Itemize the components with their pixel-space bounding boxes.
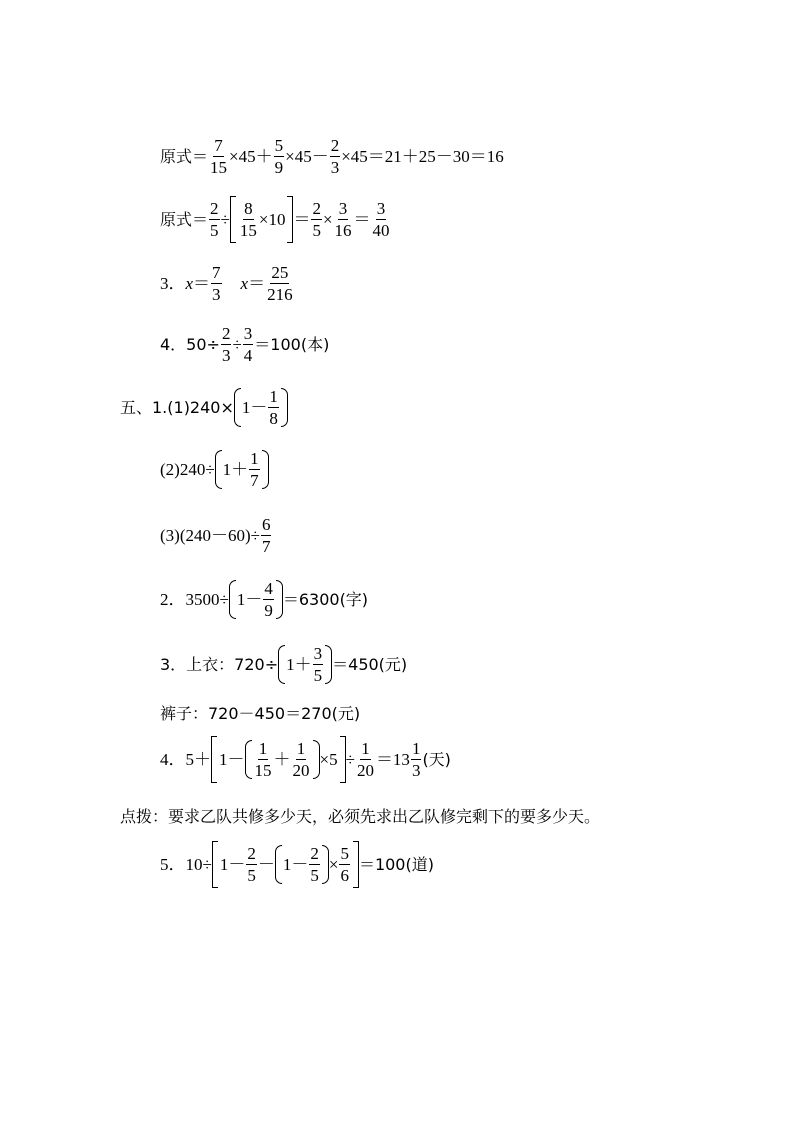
expr-line-9: 3．上衣：720÷ 1＋ $\frac{3}{5}$ ＝450(元) — [160, 644, 408, 685]
fraction: $\frac{7}{3}$ — [212, 263, 221, 304]
fraction: $\frac{2}{5}$ — [312, 199, 321, 240]
expr-line-1: 原式＝ $\frac{7}{15}$ ×45＋ $\frac{5}{9}$ ×45－ $\frac{2}{3}$ ×45＝21＋25－30＝16 — [160, 136, 504, 177]
fraction: $\frac{6}{7}$ — [261, 515, 271, 556]
fraction: $\frac{1}{20}$ — [292, 739, 310, 780]
expr-line-4: 4．50÷ $\frac{2}{3}$ ÷ $\frac{3}{4}$ ＝100(本) — [160, 324, 330, 365]
fraction: $\frac{2}{3}$ — [330, 136, 340, 177]
fraction: $\frac{25}{216}$ — [267, 263, 293, 304]
expr-line-8: 2．3500÷ 1－ $\frac{4}{9}$ ＝6300(字) — [160, 579, 369, 620]
paren-group: 1－ $\frac{1}{8}$ — [234, 388, 288, 427]
paren-group: 1－ $\frac{4}{9}$ — [229, 580, 283, 619]
paren-group: $\frac{1}{15}$ ＋ $\frac{1}{20}$ — [245, 740, 320, 779]
expr-line-3: 3．x＝ $\frac{7}{3}$ x＝ $\frac{25}{216}$ — [160, 263, 293, 304]
expr-line-10: 裤子：720－450＝270(元) — [160, 704, 361, 723]
fraction: $\frac{3}{4}$ — [243, 324, 253, 365]
fraction: $\frac{2}{5}$ — [310, 844, 319, 885]
fraction: $\frac{4}{9}$ — [264, 579, 273, 620]
expr-line-2: 原式＝ $\frac{2}{5}$ ÷ $\frac{8}{15}$ ×10 ＝ $\frac{2}{5}$ × $\frac{3}{16}$ ＝ $\frac{3}{40}$ — [160, 200, 392, 239]
fraction: $\frac{1}{7}$ — [250, 449, 259, 490]
mixed-number: ＝13 $\frac{1}{3}$ — [375, 739, 421, 780]
fraction: $\frac{3}{16}$ — [334, 199, 352, 240]
text: 原式＝ — [160, 146, 209, 166]
bracket-group: $\frac{8}{15}$ ×10 — [230, 200, 294, 239]
fraction: $\frac{1}{20}$ — [356, 739, 374, 780]
fraction: $\frac{7}{15}$ — [210, 136, 228, 177]
bracket-group: 1－ $\frac{1}{15}$ ＋ $\frac{1}{20}$ ×5 — [211, 740, 346, 779]
fraction: $\frac{2}{3}$ — [221, 324, 231, 365]
bracket-group: 1－ $\frac{2}{5}$ － 1－ $\frac{2}{5}$ × $\frac{5}{6}$ — [212, 845, 359, 884]
fraction: $\frac{1}{15}$ — [254, 739, 272, 780]
expr-line-13: 5．10÷ 1－ $\frac{2}{5}$ － 1－ $\frac{2}{5}$ × $\frac{5}{6}$ ＝100(道) — [160, 845, 434, 884]
fraction: $\frac{5}{9}$ — [274, 136, 284, 177]
expr-line-7: (3)(240－60)÷ $\frac{6}{7}$ — [160, 515, 271, 556]
fraction: $\frac{5}{6}$ — [340, 844, 349, 885]
fraction: $\frac{2}{5}$ — [210, 199, 219, 240]
paren-group: 1＋ $\frac{3}{5}$ — [278, 645, 332, 684]
fraction: $\frac{8}{15}$ — [239, 199, 257, 240]
fraction: $\frac{1}{8}$ — [269, 387, 278, 428]
paren-group: 1－ $\frac{2}{5}$ — [275, 845, 329, 884]
fraction: $\frac{3}{5}$ — [313, 644, 323, 685]
fraction: $\frac{2}{5}$ — [247, 844, 256, 885]
hint-line: 点拨：要求乙队共修多少天，必须先求出乙队修完剩下的要多少天。 — [120, 807, 601, 826]
paren-group: 1＋ $\frac{1}{7}$ — [215, 450, 269, 489]
expr-line-6: (2)240÷ 1＋ $\frac{1}{7}$ — [160, 450, 269, 489]
fraction: $\frac{3}{40}$ — [372, 199, 390, 240]
expr-line-11: 4．5＋ 1－ $\frac{1}{15}$ ＋ $\frac{1}{20}$ ×5 ÷ $\frac{1}{20}$ ＝13 $\frac{1}{3}$ (天) — [160, 740, 451, 779]
expr-line-5: 五、1.(1)240× 1－ $\frac{1}{8}$ — [120, 388, 288, 427]
